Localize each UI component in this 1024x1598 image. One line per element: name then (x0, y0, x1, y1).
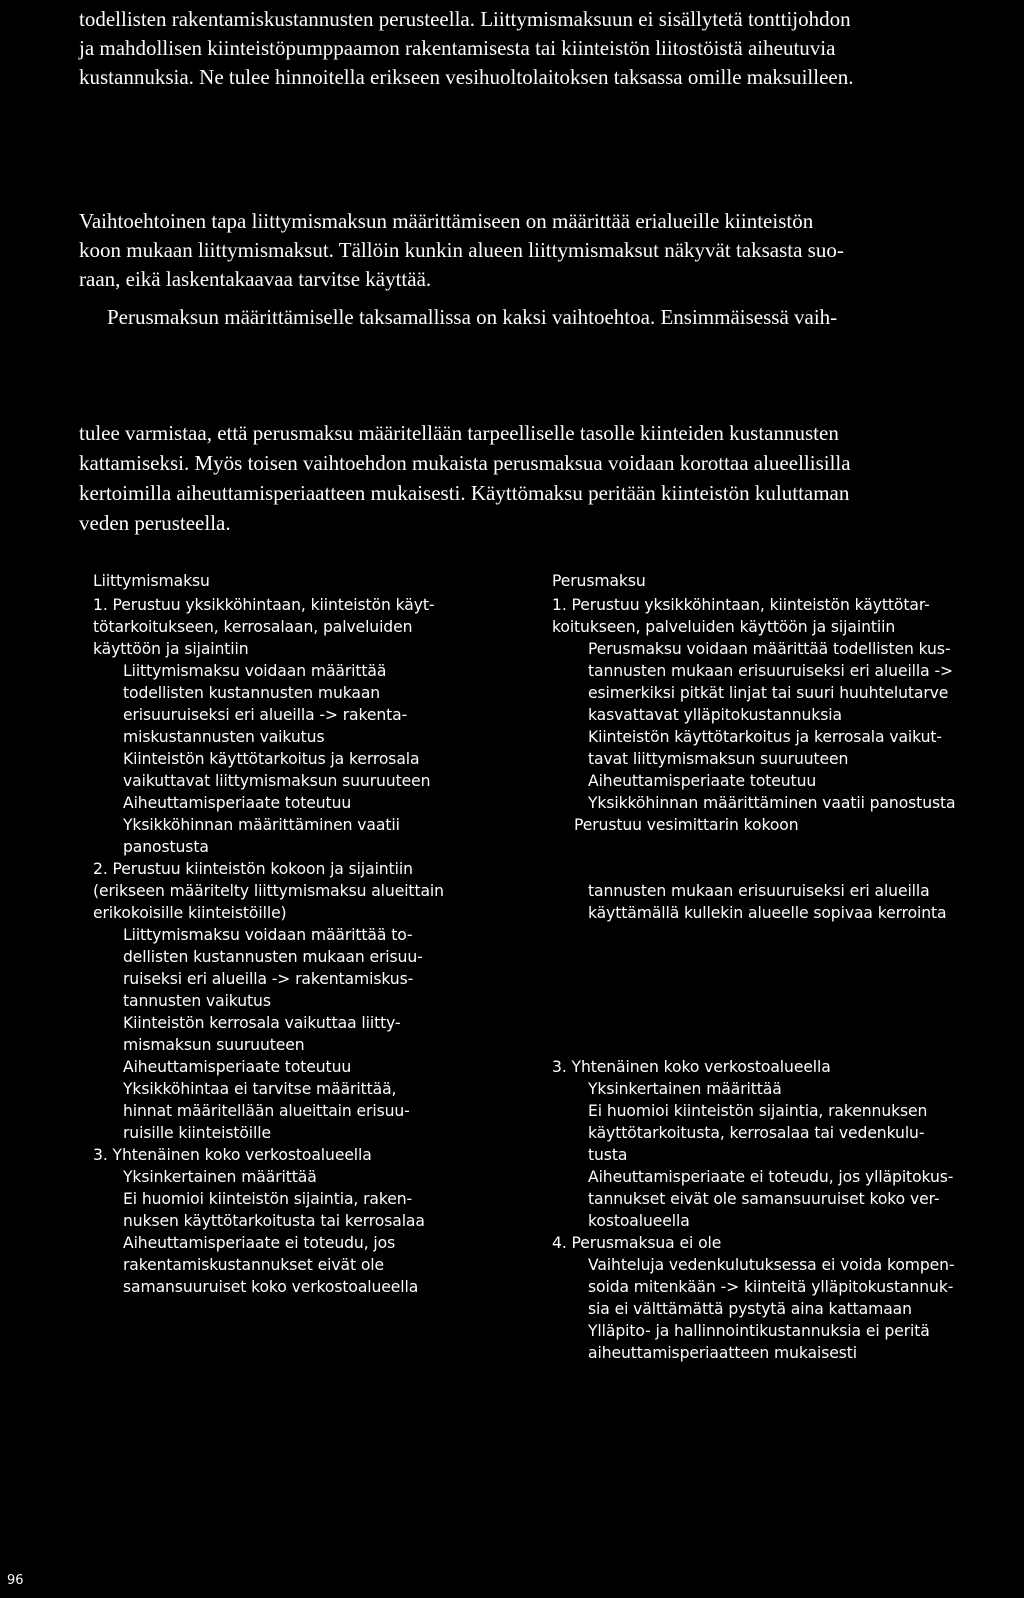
list-item: Liittymismaksu voidaan määrittää (123, 662, 387, 680)
body-text-line: koon mukaan liittymismaksut. Tällöin kunkin alueen liittymismaksut näkyvät taksasta suo- (79, 238, 844, 262)
list-item: vaikuttavat liittymismaksun suuruuteen (123, 772, 431, 790)
list-item: Vaihteluja vedenkulutuksessa ei voida kompen- (588, 1256, 955, 1274)
list-item: hinnat määritellään alueittain erisuu- (123, 1102, 410, 1120)
body-text-line: todellisten rakentamiskustannusten perusteella. Liittymismaksuun ei sisällytetä tonttijohdon (79, 7, 851, 31)
list-item: Yksikköhintaa ei tarvitse määrittää, (123, 1080, 397, 1098)
list-item: 1. Perustuu yksikköhintaan, kiinteistön käyttötar- (552, 596, 930, 614)
list-item: Ei huomioi kiinteistön sijaintia, raken- (123, 1190, 413, 1208)
list-item: Yksikköhinnan määrittäminen vaatii panostusta (588, 794, 956, 812)
body-text-line: Perusmaksun määrittämiselle taksamallissa on kaksi vaihtoehtoa. Ensimmäisessä vaih- (107, 305, 838, 329)
body-text-line: kattamiseksi. Myös toisen vaihtoehdon mukaista perusmaksua voidaan korottaa alueellisilla (79, 451, 851, 475)
list-item: käyttöön ja sijaintiin (93, 640, 249, 658)
column-heading: Perusmaksu (552, 572, 646, 590)
list-item: Yksikköhinnan määrittäminen vaatii (123, 816, 400, 834)
list-item: Perusmaksu voidaan määrittää todellisten kus- (588, 640, 951, 658)
list-item: käyttämällä kullekin alueelle sopivaa kerrointa (588, 904, 947, 922)
list-item: ruisille kiinteistöille (123, 1124, 271, 1142)
list-item: nuksen käyttötarkoitusta tai kerrosalaa (123, 1212, 425, 1230)
list-item: aiheuttamisperiaatteen mukaisesti (588, 1344, 857, 1362)
list-item: koitukseen, palveluiden käyttöön ja sijaintiin (552, 618, 896, 636)
column-heading: Liittymismaksu (93, 572, 210, 590)
list-item: tusta (588, 1146, 628, 1164)
list-item: Kiinteistön kerrosala vaikuttaa liitty- (123, 1014, 401, 1032)
list-item: tannusten mukaan erisuuruiseksi eri alueilla (588, 882, 930, 900)
list-item: 4. Perusmaksua ei ole (552, 1234, 722, 1252)
list-item: mismaksun suuruuteen (123, 1036, 305, 1054)
body-text-line: ja mahdollisen kiinteistöpumppaamon rakentamisesta tai kiinteistön liitostöistä aiheutuvia (79, 36, 836, 60)
list-item: 1. Perustuu yksikköhintaan, kiinteistön käyt- (93, 596, 435, 614)
list-item: 3. Yhtenäinen koko verkostoalueella (552, 1058, 831, 1076)
list-item: rakentamiskustannukset eivät ole (123, 1256, 384, 1274)
list-item: erikokoisille kiinteistöille) (93, 904, 287, 922)
list-item: ruiseksi eri alueilla -> rakentamiskus- (123, 970, 414, 988)
list-item: (erikseen määritelty liittymismaksu alueittain (93, 882, 444, 900)
list-item: esimerkiksi pitkät linjat tai suuri huuhtelutarve (588, 684, 949, 702)
list-item: tavat liittymismaksun suuruuteen (588, 750, 849, 768)
list-item: Aiheuttamisperiaate toteutuu (588, 772, 817, 790)
body-text-line: kustannuksia. Ne tulee hinnoitella erikseen vesihuoltolaitoksen taksassa omille maksuilleen. (79, 65, 854, 89)
list-item: tötarkoitukseen, kerrosalaan, palveluiden (93, 618, 413, 636)
list-item: miskustannusten vaikutus (123, 728, 325, 746)
list-item: samansuuruiset koko verkostoalueella (123, 1278, 419, 1296)
list-item: tannukset eivät ole samansuuruiset koko ver- (588, 1190, 940, 1208)
list-item: dellisten kustannusten mukaan erisuu- (123, 948, 423, 966)
list-item: Ei huomioi kiinteistön sijaintia, rakennuksen (588, 1102, 928, 1120)
list-item: 3. Yhtenäinen koko verkostoalueella (93, 1146, 372, 1164)
list-item: Yksinkertainen määrittää (588, 1080, 782, 1098)
list-item: Aiheuttamisperiaate ei toteudu, jos (123, 1234, 396, 1252)
list-item: tannusten mukaan erisuuruiseksi eri alueilla -> (588, 662, 953, 680)
list-item: kostoalueella (588, 1212, 690, 1230)
list-item: Perustuu vesimittarin kokoon (574, 816, 799, 834)
list-item: Liittymismaksu voidaan määrittää to- (123, 926, 413, 944)
list-item: käyttötarkoitusta, kerrosalaa tai vedenkulu- (588, 1124, 925, 1142)
list-item: 2. Perustuu kiinteistön kokoon ja sijaintiin (93, 860, 413, 878)
page-number: 96 (7, 1573, 24, 1588)
list-item: Kiinteistön käyttötarkoitus ja kerrosala (123, 750, 420, 768)
list-item: soida mitenkään -> kiinteitä ylläpitokustannuk- (588, 1278, 954, 1296)
list-item: kasvattavat ylläpitokustannuksia (588, 706, 842, 724)
list-item: Aiheuttamisperiaate toteutuu (123, 794, 352, 812)
list-item: panostusta (123, 838, 209, 856)
list-item: Aiheuttamisperiaate toteutuu (123, 1058, 352, 1076)
list-item: erisuuruiseksi eri alueilla -> rakenta- (123, 706, 408, 724)
list-item: Ylläpito- ja hallinnointikustannuksia ei peritä (588, 1322, 930, 1340)
body-text-line: Vaihtoehtoinen tapa liittymismaksun määrittämiseen on määrittää erialueille kiinteistön (79, 209, 814, 233)
body-text-line: kertoimilla aiheuttamisperiaatteen mukaisesti. Käyttömaksu peritään kiinteistön kuluttaman (79, 481, 850, 505)
list-item: sia ei välttämättä pystytä aina kattamaan (588, 1300, 912, 1318)
body-text-line: raan, eikä laskentakaavaa tarvitse käyttää. (79, 267, 432, 291)
list-item: todellisten kustannusten mukaan (123, 684, 381, 702)
list-item: Aiheuttamisperiaate ei toteudu, jos ylläpitokus- (588, 1168, 954, 1186)
body-text-line: tulee varmistaa, että perusmaksu määritellään tarpeelliselle tasolle kiinteiden kustannusten (79, 421, 839, 445)
list-item: Kiinteistön käyttötarkoitus ja kerrosala vaikut- (588, 728, 942, 746)
body-text-line: veden perusteella. (79, 511, 231, 535)
list-item: tannusten vaikutus (123, 992, 271, 1010)
list-item: Yksinkertainen määrittää (123, 1168, 317, 1186)
